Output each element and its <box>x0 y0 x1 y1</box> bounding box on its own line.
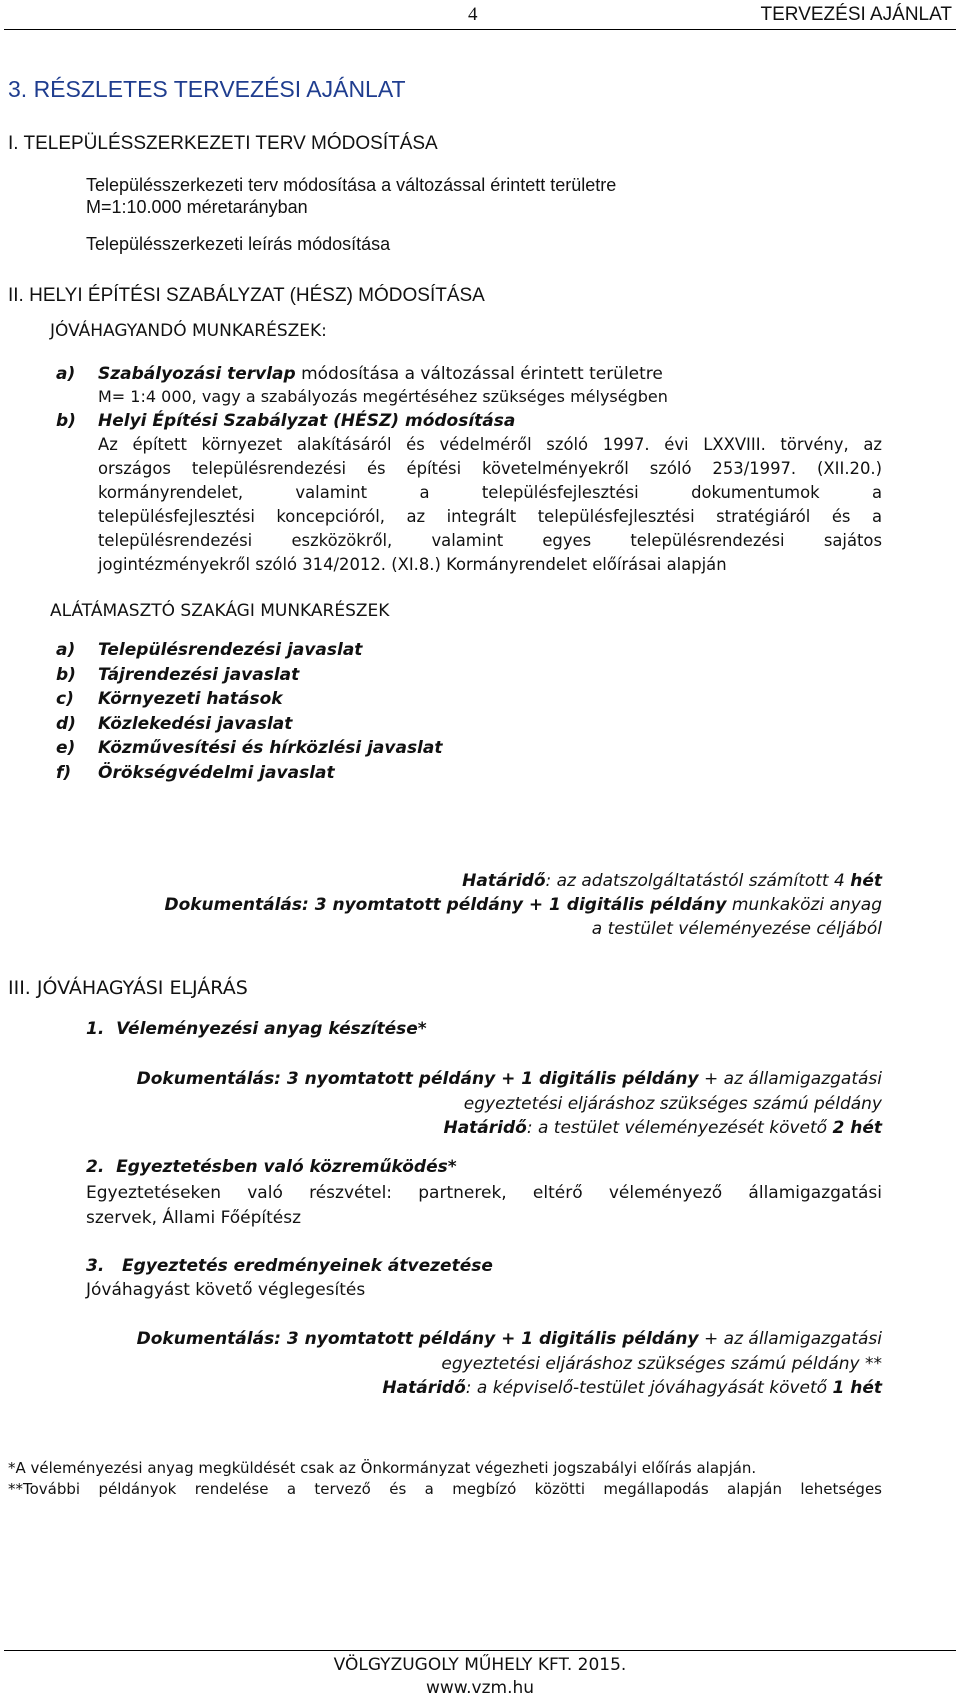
item-label: b) <box>56 411 76 431</box>
step-1-title: 1. Véleményezési anyag készítése* <box>86 1019 427 1039</box>
doc-line: egyeztetési eljáráshoz szükséges számú példány <box>463 1093 882 1114</box>
section-ii-subtitle: JÓVÁHAGYANDÓ MUNKARÉSZEK: <box>50 321 327 341</box>
paragraph-line: jogintézményekről szóló 314/2012. (XI.8.) Kormányrendelet előírásai alapján <box>98 555 727 574</box>
item-text: Településrendezési javaslat <box>98 640 363 660</box>
doc-text: munkaközi anyag <box>726 895 882 915</box>
footnote: **További példányok rendelése a tervező és a megbízó közötti megállapodás alapján lehetséges <box>8 1480 882 1498</box>
paragraph-line: országos településrendezési és építési követelményekről szóló 253/1997. (XII.20.) <box>98 459 882 478</box>
list-item <box>56 761 442 786</box>
deadline-text: : a testület véleményezését követő <box>526 1118 833 1138</box>
support-list <box>56 638 442 786</box>
step-2-title: 2. Egyeztetésben való közreműködés* <box>86 1157 457 1177</box>
section-i-line: Településszerkezeti leírás módosítása <box>86 234 391 254</box>
section-iii-title: III. JÓVÁHAGYÁSI ELJÁRÁS <box>8 977 248 999</box>
support-deadline <box>164 869 882 941</box>
item-label: c) <box>56 689 74 710</box>
list-item <box>56 687 442 712</box>
paragraph-line: településfejlesztési koncepcióról, az integrált településfejlesztési stratégiáról és a <box>98 507 882 526</box>
paragraph-line: Egyeztetéseken való részvétel: partnerek, eltérő véleményező államigazgatási <box>86 1183 882 1203</box>
deadline-unit: hét <box>850 871 882 891</box>
deadline-label: Határidő <box>462 871 546 891</box>
header-rule <box>4 29 956 30</box>
deadline-label: Határidő <box>382 1378 466 1398</box>
item-b-paragraph <box>98 433 882 577</box>
section-i-line: Településszerkezeti terv módosítása a változással érintett területre <box>86 175 617 195</box>
doc-text: + az államigazgatási <box>698 1329 882 1349</box>
footer-website: www.vzm.hu <box>425 1678 535 1698</box>
support-title: ALÁTÁMASZTÓ SZAKÁGI MUNKARÉSZEK <box>50 601 390 621</box>
page-number: 4 <box>468 4 478 25</box>
item-text: Közművesítési és hírközlési javaslat <box>98 738 443 759</box>
item-label: b) <box>56 664 76 685</box>
deadline-label: Határidő <box>443 1118 527 1138</box>
deadline-unit: 1 hét <box>832 1378 882 1398</box>
item-label: d) <box>56 713 76 734</box>
deadline-text: : a képviselő-testület jóváhagyását követő <box>465 1378 833 1398</box>
section-i-title: I. TELEPÜLÉSSZERKEZETI TERV MÓDOSÍTÁSA <box>8 133 438 154</box>
doc-text: + az államigazgatási <box>698 1069 882 1089</box>
step-3-title: 3. Egyeztetés eredményeinek átvezetése <box>86 1256 493 1276</box>
deadline-text: : az adatszolgáltatástól számított 4 <box>545 871 851 891</box>
page-title: 3. RÉSZLETES TERVEZÉSI AJÁNLAT <box>8 76 406 102</box>
paragraph-line: szervek, Állami Főépítész <box>86 1208 302 1228</box>
item-text: Közlekedési javaslat <box>98 713 293 734</box>
paragraph-line: kormányrendelet, valamint a településfejlesztési dokumentumok a <box>98 483 882 502</box>
footer-rule <box>4 1650 956 1651</box>
paragraph-line: Az épített környezet alakításáról és védelméről szóló 1997. évi LXXVIII. törvény, az <box>98 435 882 454</box>
doc-line: egyeztetési eljáráshoz szükséges számú példány ** <box>441 1353 882 1374</box>
item-text: módosítása a változással érintett területre <box>295 364 663 384</box>
step-3-doc <box>137 1327 882 1401</box>
step-3-line: Jóváhagyást követő véglegesítés <box>86 1280 366 1300</box>
deadline-unit: 2 hét <box>832 1118 882 1138</box>
list-item <box>56 638 442 663</box>
doc-bold: Dokumentálás: 3 nyomtatott példány + 1 digitális példány <box>136 1329 699 1349</box>
footnotes <box>8 1458 882 1500</box>
doc-bold: Dokumentálás: 3 nyomtatott példány + 1 digitális példány <box>136 1069 699 1089</box>
list-item <box>56 663 442 688</box>
running-title: TERVEZÉSI AJÁNLAT <box>760 4 952 25</box>
item-a-line2: M= 1:4 000, vagy a szabályozás megértéséhez szükséges mélységben <box>98 387 668 406</box>
list-item <box>56 712 442 737</box>
item-text: Tájrendezési javaslat <box>98 664 300 685</box>
item-a <box>56 364 663 384</box>
item-label: e) <box>56 738 76 759</box>
item-label: f) <box>56 762 72 783</box>
item-title: Helyi Építési Szabályzat (HÉSZ) módosítása <box>98 411 516 431</box>
doc-line: a testület véleményezése céljából <box>591 919 882 939</box>
doc-bold: Dokumentálás: 3 nyomtatott példány + 1 digitális példány <box>164 895 727 915</box>
item-label: a) <box>56 640 76 660</box>
item-b <box>56 411 515 431</box>
footer-company: VÖLGYZUGOLY MŰHELY KFT. 2015. <box>333 1655 627 1675</box>
item-text: Környezeti hatások <box>98 689 283 710</box>
list-item <box>56 736 442 761</box>
section-ii-title: II. HELYI ÉPÍTÉSI SZABÁLYZAT (HÉSZ) MÓDOSÍTÁSA <box>8 285 485 306</box>
step-1-doc <box>137 1067 882 1141</box>
item-label: a) <box>56 364 76 384</box>
paragraph-line: településrendezési eszközökről, valamint egyes településrendezési sajátos <box>98 531 882 550</box>
footnote: *A véleményezési anyag megküldését csak az Önkormányzat végezheti jogszabályi előírás alapján. <box>8 1459 757 1477</box>
item-text: Örökségvédelmi javaslat <box>98 762 335 783</box>
item-title: Szabályozási tervlap <box>98 364 296 384</box>
section-i-line: M=1:10.000 méretarányban <box>86 197 308 217</box>
step-2-paragraph <box>86 1181 882 1231</box>
